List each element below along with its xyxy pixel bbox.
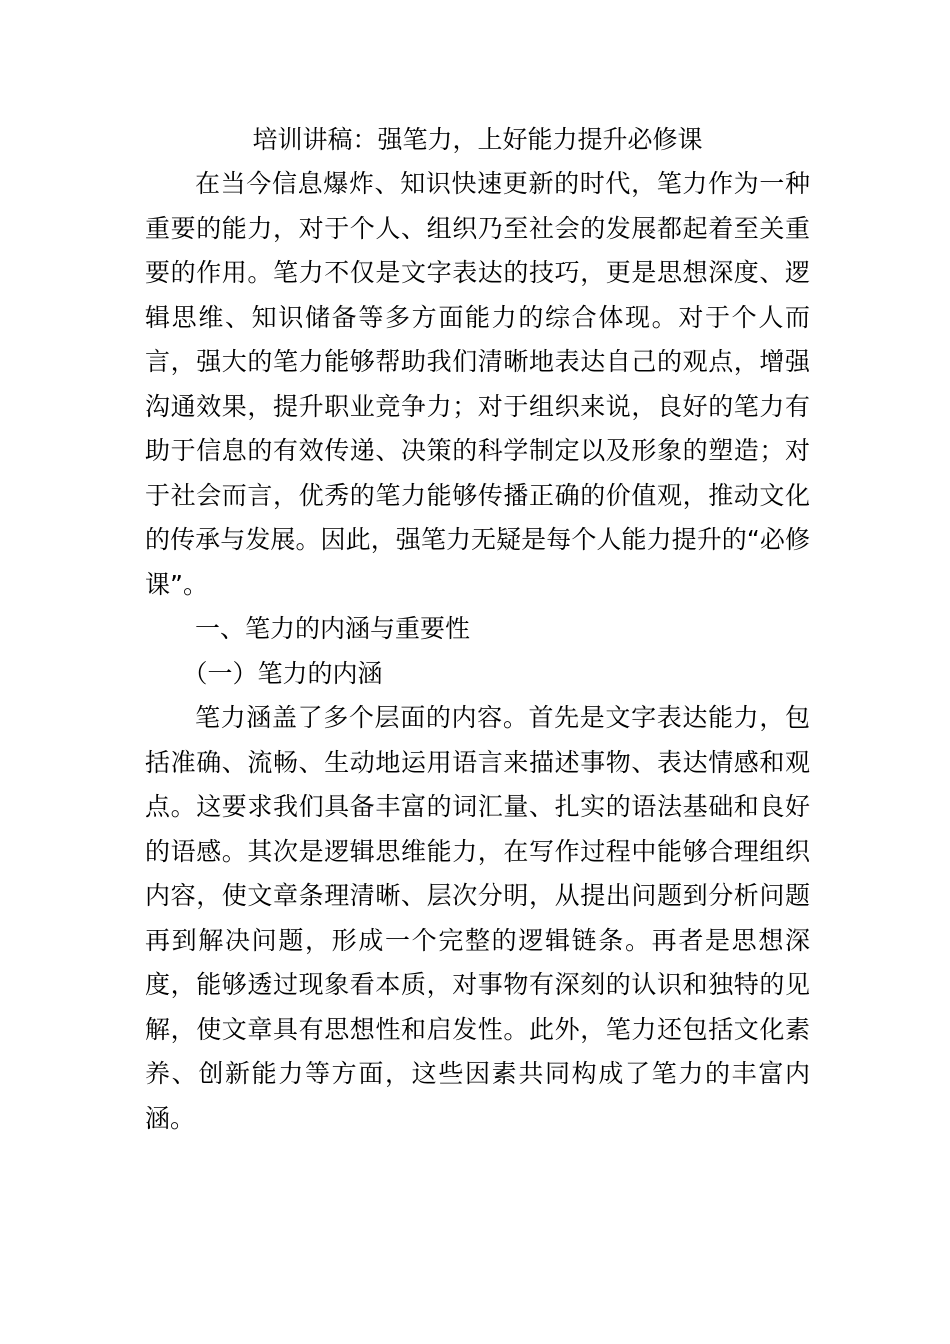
document-title: 培训讲稿：强笔力，上好能力提升必修课 bbox=[252, 125, 703, 154]
body-paragraph: 笔力涵盖了多个层面的内容。首先是文字表达能力，包括准确、流畅、生动地运用语言来描述事物、表达情感和观点。这要求我们具备丰富的词汇量、扎实的语法基础和良好的语感。其次是逻辑思维能力，在写作过程中能够合理组织内容，使文章条理清晰、层次分明，从提出问题到分析问题再到解决问题，形成一个完整的逻辑链条。再者是思想深度，能够透过现象看本质，对事物有深刻的认识和独特的见解，使文章具有思想性和启发性。此外，笔力还包括文化素养、创新能力等方面，这些因素共同构成了笔力的丰富内涵。 bbox=[145, 703, 810, 1133]
intro-paragraph: 在当今信息爆炸、知识快速更新的时代，笔力作为一种重要的能力，对于个人、组织乃至社会的发展都起着至关重要的作用。笔力不仅是文字表达的技巧，更是思想深度、逻辑思维、知识储备等多方面能力的综合体现。对于个人而言，强大的笔力能够帮助我们清晰地表达自己的观点，增强沟通效果，提升职业竞争力；对于组织来说，良好的笔力有助于信息的有效传递、决策的科学制定以及形象的塑造；对于社会而言，优秀的笔力能够传播正确的价值观，推动文化的传承与发展。因此，强笔力无疑是每个人能力提升的“必修课”。 bbox=[145, 169, 810, 599]
document-body bbox=[145, 118, 810, 1141]
subsection-heading: （一）笔力的内涵 bbox=[182, 658, 383, 688]
section-heading: 一、笔力的内涵与重要性 bbox=[195, 614, 471, 643]
